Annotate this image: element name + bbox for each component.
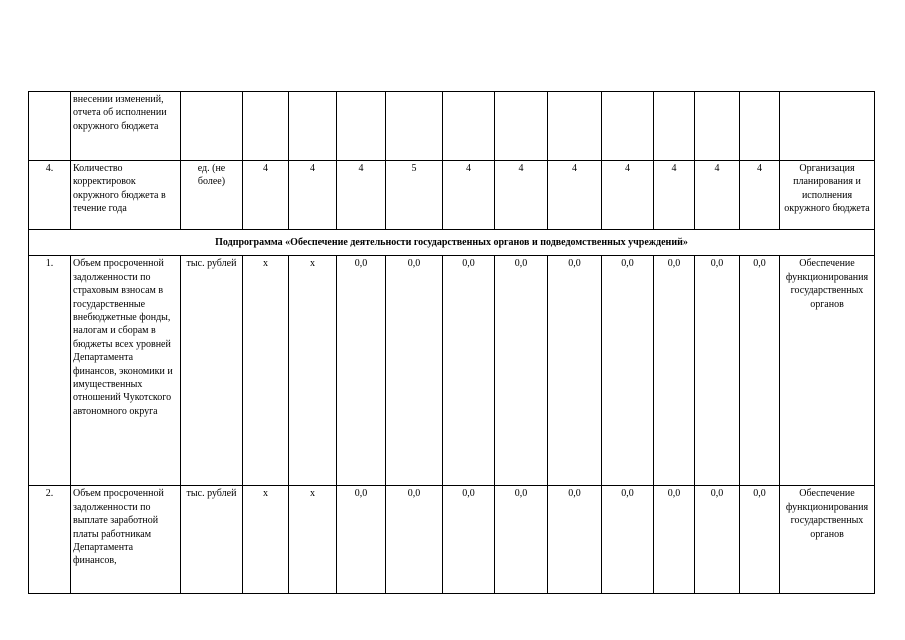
- unit-cell: [181, 92, 243, 161]
- value-cell: x: [289, 486, 337, 594]
- value-cell: [548, 92, 602, 161]
- value-cell: x: [289, 256, 337, 486]
- value-cell: 4: [602, 161, 654, 230]
- value-cell: 0,0: [654, 486, 695, 594]
- indicator-name-cell: Объем просроченной задолженности по страховым взносам в государственные внебюджетные фонды, налогам и сборам в бюджеты всех уровней Департамента финансов, экономики и имущественных отношений Чукотского автономного округа: [71, 256, 181, 486]
- note-cell: Обеспечение функционирования государственных органов: [780, 256, 875, 486]
- value-cell: 0,0: [495, 486, 548, 594]
- subprogram-row: [29, 230, 875, 256]
- note-cell: Организация планирования и исполнения окружного бюджета: [780, 161, 875, 230]
- value-cell: 4: [289, 161, 337, 230]
- value-cell: 0,0: [443, 256, 495, 486]
- value-cell: 4: [243, 161, 289, 230]
- value-cell: 4: [695, 161, 740, 230]
- table-row: [29, 92, 875, 161]
- table-row: [29, 161, 875, 230]
- value-cell: 0,0: [654, 256, 695, 486]
- value-cell: 0,0: [602, 256, 654, 486]
- value-cell: 4: [337, 161, 386, 230]
- value-cell: 0,0: [695, 256, 740, 486]
- value-cell: [740, 92, 780, 161]
- indicators-table: [28, 91, 875, 594]
- value-cell: [386, 92, 443, 161]
- row-number-cell: 1.: [29, 256, 71, 486]
- value-cell: 0,0: [695, 486, 740, 594]
- value-cell: [495, 92, 548, 161]
- value-cell: 0,0: [740, 486, 780, 594]
- value-cell: 4: [443, 161, 495, 230]
- value-cell: 4: [548, 161, 602, 230]
- value-cell: [289, 92, 337, 161]
- value-cell: 0,0: [443, 486, 495, 594]
- value-cell: x: [243, 256, 289, 486]
- indicator-name-cell: внесении изменений, отчета об исполнении окружного бюджета: [71, 92, 181, 161]
- value-cell: [695, 92, 740, 161]
- indicator-name-cell: Количество корректировок окружного бюджета в течение года: [71, 161, 181, 230]
- note-cell: Обеспечение функционирования государственных органов: [780, 486, 875, 594]
- value-cell: 4: [495, 161, 548, 230]
- value-cell: 0,0: [548, 486, 602, 594]
- note-cell: [780, 92, 875, 161]
- table-row: [29, 486, 875, 594]
- value-cell: 0,0: [337, 256, 386, 486]
- value-cell: 0,0: [602, 486, 654, 594]
- value-cell: [243, 92, 289, 161]
- value-cell: 0,0: [548, 256, 602, 486]
- value-cell: 0,0: [495, 256, 548, 486]
- row-number-cell: 4.: [29, 161, 71, 230]
- value-cell: [337, 92, 386, 161]
- unit-cell: ед. (не более): [181, 161, 243, 230]
- row-number-cell: [29, 92, 71, 161]
- value-cell: [602, 92, 654, 161]
- value-cell: 4: [740, 161, 780, 230]
- value-cell: 5: [386, 161, 443, 230]
- row-number-cell: 2.: [29, 486, 71, 594]
- value-cell: [443, 92, 495, 161]
- table-row: [29, 256, 875, 486]
- value-cell: x: [243, 486, 289, 594]
- subprogram-heading: Подпрограмма «Обеспечение деятельности государственных органов и подведомственных учреждений»: [29, 230, 875, 256]
- unit-cell: тыс. рублей: [181, 256, 243, 486]
- value-cell: 4: [654, 161, 695, 230]
- unit-cell: тыс. рублей: [181, 486, 243, 594]
- indicator-name-cell: Объем просроченной задолженности по выплате заработной платы работникам Департамента финансов,: [71, 486, 181, 594]
- value-cell: 0,0: [337, 486, 386, 594]
- value-cell: [654, 92, 695, 161]
- value-cell: 0,0: [386, 486, 443, 594]
- value-cell: 0,0: [740, 256, 780, 486]
- value-cell: 0,0: [386, 256, 443, 486]
